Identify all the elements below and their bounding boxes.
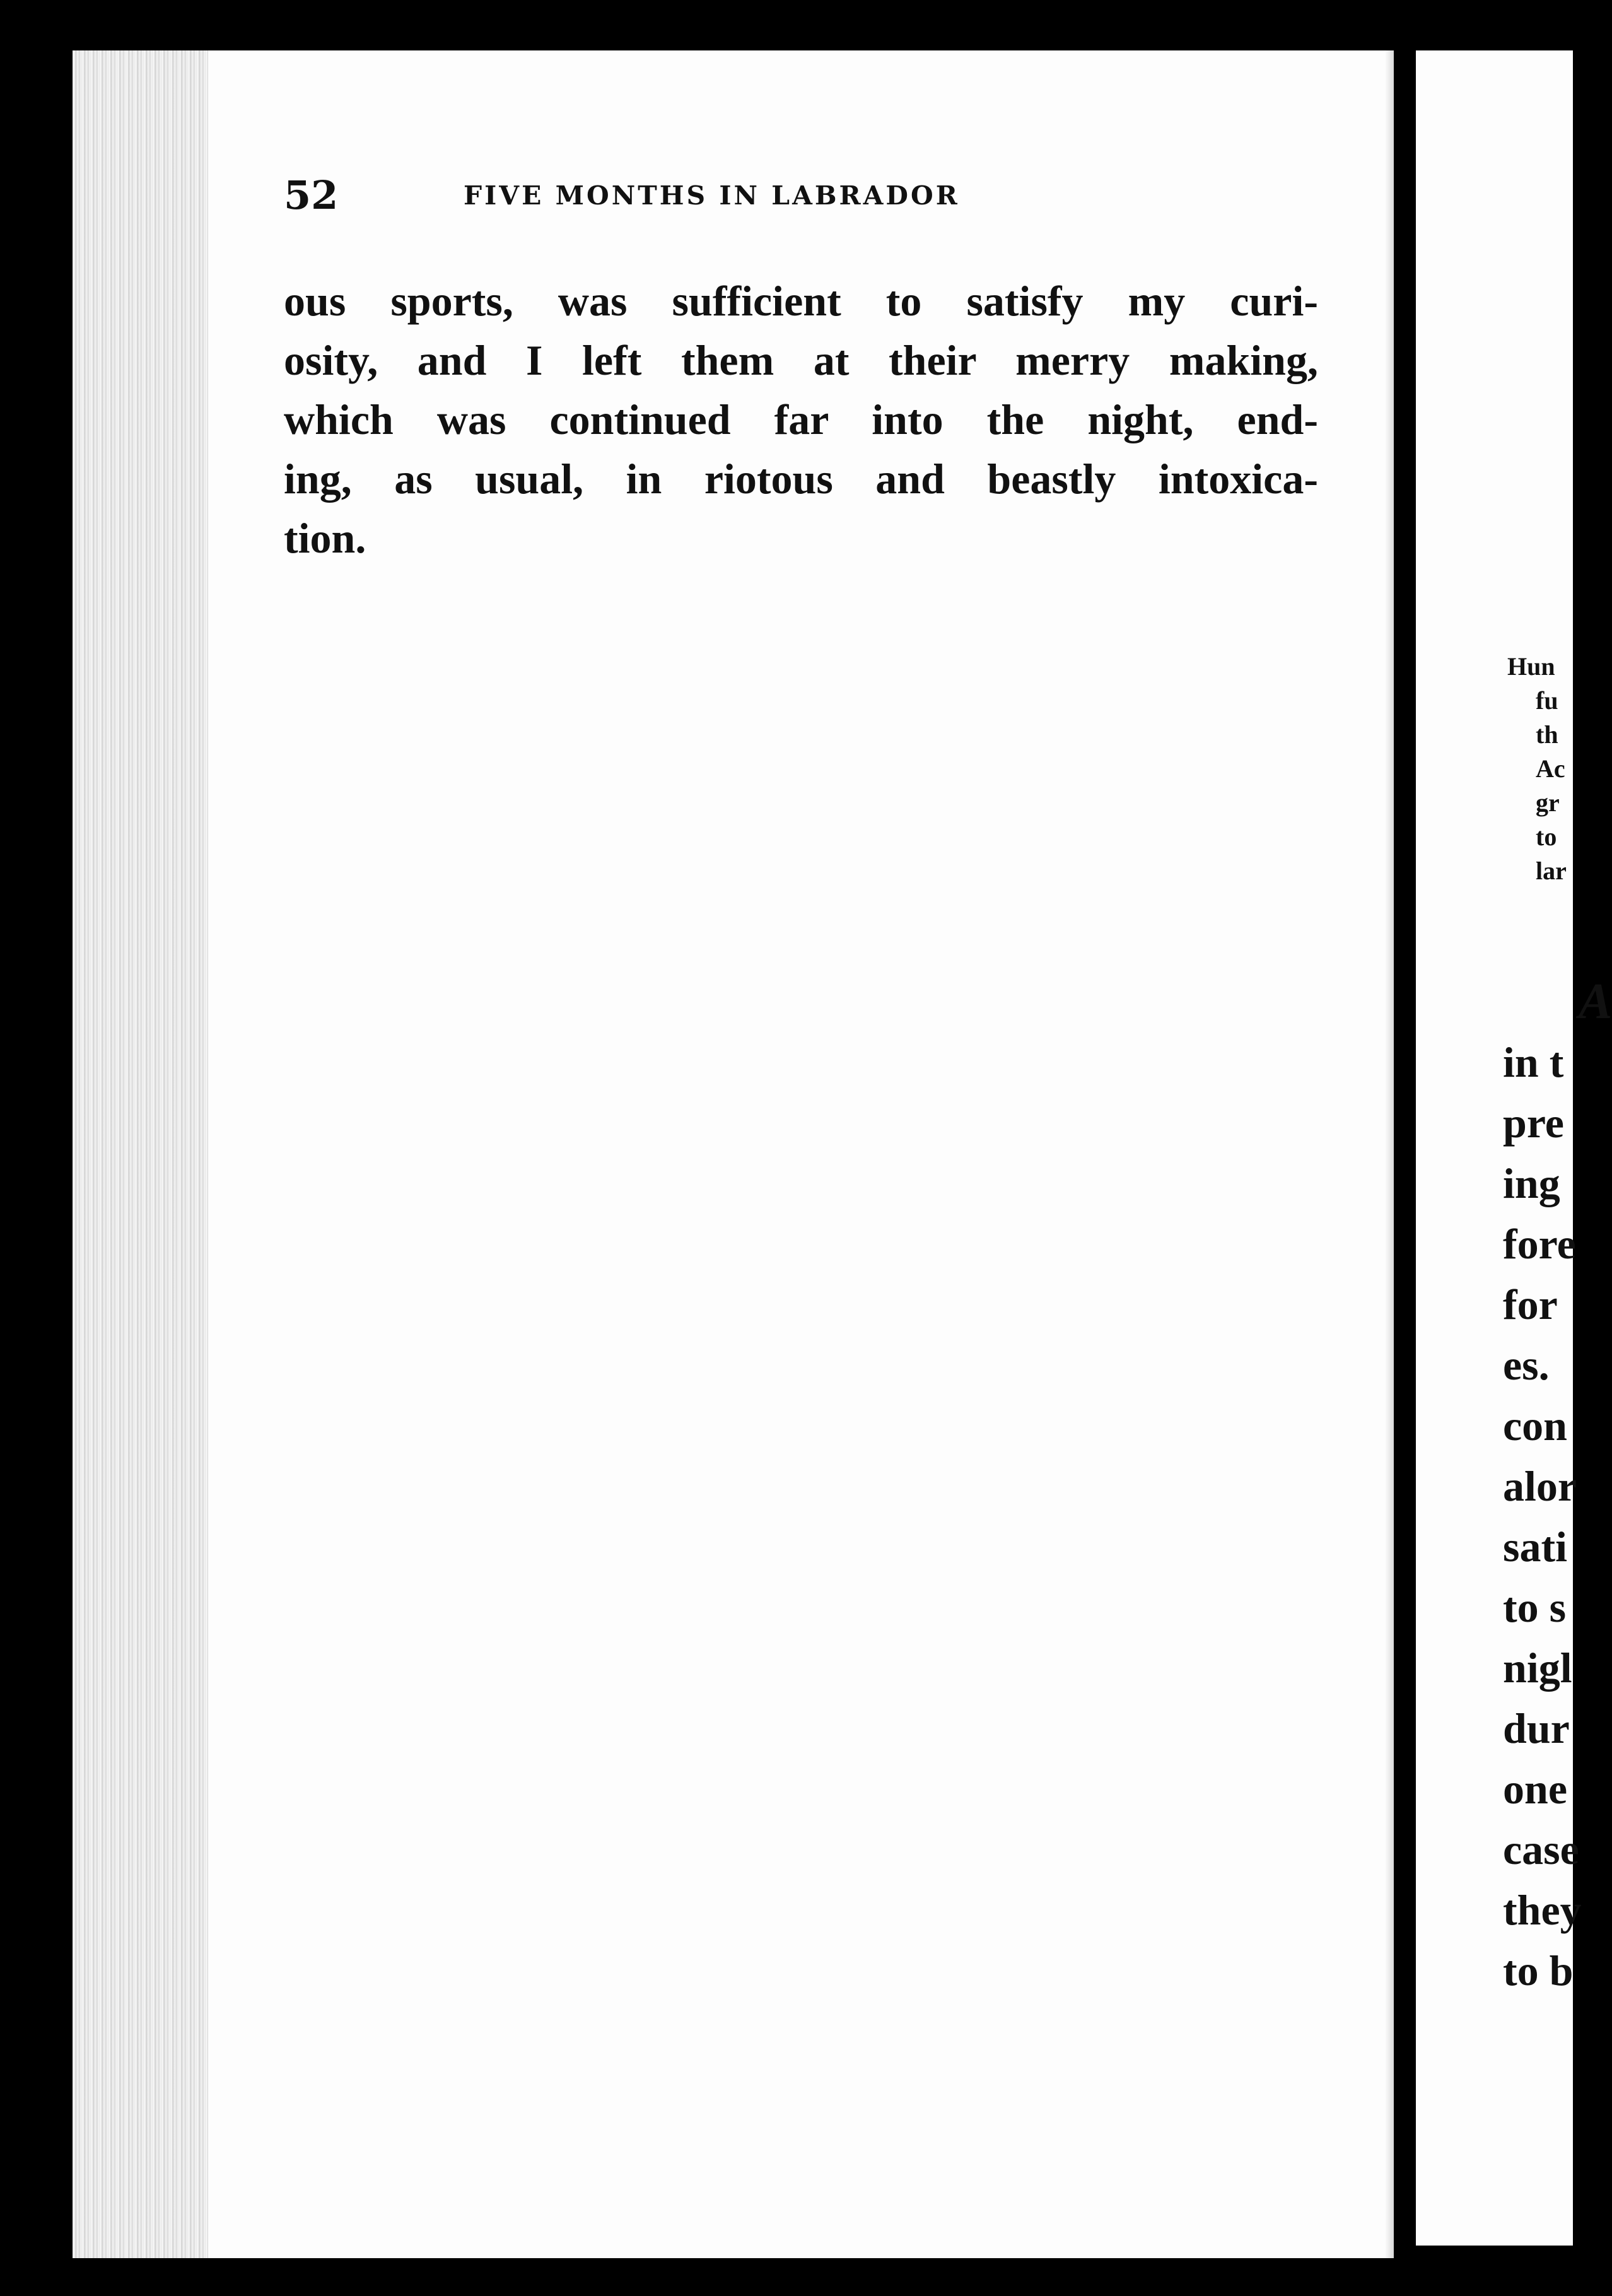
running-head bbox=[284, 170, 1186, 221]
right-body-line: in t bbox=[1503, 1038, 1564, 1086]
right-body-line: nigl bbox=[1503, 1644, 1572, 1692]
right-body-line: pre bbox=[1503, 1099, 1564, 1147]
right-page-body bbox=[1503, 971, 1612, 2001]
running-head-title: FIVE MONTHS IN LABRADOR bbox=[464, 180, 960, 211]
right-body-line: one bbox=[1503, 1765, 1567, 1813]
text-line-4: ing, as usual, in riotous and beastly intoxica- bbox=[284, 455, 1318, 503]
right-body-line: ing bbox=[1503, 1159, 1560, 1207]
right-body-line: es. bbox=[1503, 1341, 1550, 1389]
sidenote-line: Ac bbox=[1536, 754, 1565, 783]
right-page bbox=[1416, 50, 1612, 2246]
right-page-sidenote bbox=[1507, 650, 1567, 888]
sidenote-line: lar bbox=[1536, 857, 1567, 885]
sidenote-line: th bbox=[1536, 720, 1558, 749]
sidenote-line: to bbox=[1536, 823, 1557, 851]
gutter-shadow bbox=[1385, 50, 1394, 2258]
right-body-line: sati bbox=[1503, 1523, 1567, 1571]
right-body-line: fore bbox=[1503, 1220, 1576, 1268]
text-line-3: which was continued far into the night, end- bbox=[284, 395, 1318, 443]
sidenote-line: Hun bbox=[1507, 652, 1555, 681]
right-body-line: they bbox=[1503, 1886, 1582, 1934]
page-number: 52 bbox=[284, 172, 339, 218]
right-body-line: con bbox=[1503, 1402, 1567, 1450]
right-body-line: alor bbox=[1503, 1462, 1577, 1510]
right-body-line: case bbox=[1503, 1825, 1579, 1873]
sidenote-line: fu bbox=[1536, 686, 1558, 715]
page-edges bbox=[73, 50, 208, 2258]
right-body-line: A bbox=[1579, 974, 1612, 1029]
right-body-line: to b bbox=[1503, 1947, 1574, 1994]
right-body-line: for bbox=[1503, 1280, 1558, 1328]
right-body-line: to s bbox=[1503, 1583, 1567, 1631]
text-line-2: osity, and I left them at their merry making, bbox=[284, 336, 1318, 384]
sidenote-line: gr bbox=[1536, 788, 1560, 817]
right-body-line: dur bbox=[1503, 1704, 1570, 1752]
body-text bbox=[284, 271, 1318, 568]
text-line-1: ous sports, was sufficient to satisfy my curi- bbox=[284, 277, 1318, 325]
text-line-5: tion. bbox=[284, 514, 366, 562]
